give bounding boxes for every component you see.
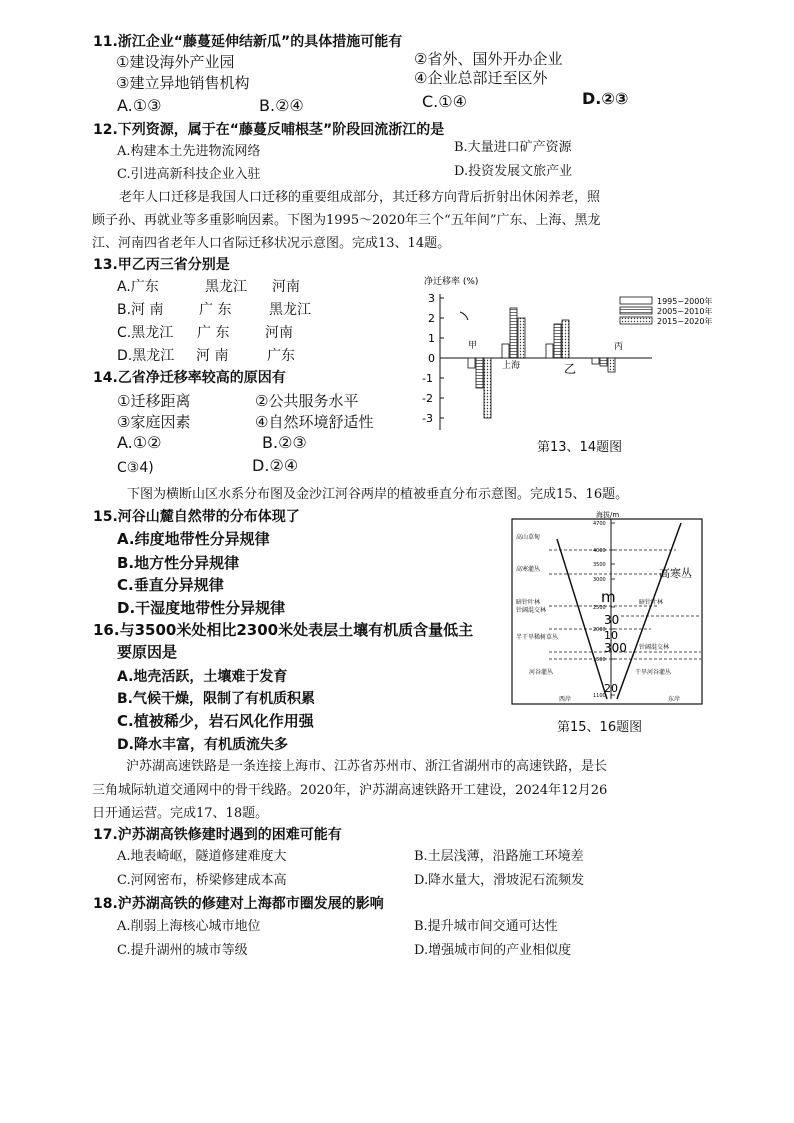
q16-stem-line-2: 要原因是 bbox=[117, 643, 178, 661]
legend-swatch bbox=[620, 297, 652, 304]
q14-option-4: ④自然环境舒适性 bbox=[255, 413, 374, 431]
q14-choice-d[interactable]: D.②④ bbox=[252, 456, 299, 475]
q11-choice-b[interactable]: B.②④ bbox=[259, 96, 304, 115]
bar-3-0 bbox=[592, 358, 599, 364]
q16-stem-line-1: 16.与3500米处相比2300米处表层土壤有机质含量低主 bbox=[93, 621, 474, 639]
q17-stem: 17.沪苏湖高铁修建时遇到的困难可能有 bbox=[93, 827, 342, 843]
q18-choice-d[interactable]: D.增强城市间的产业相似度 bbox=[414, 943, 572, 958]
q14-choice-c[interactable]: C③4) bbox=[117, 460, 154, 476]
alt-label: 海拔/m bbox=[596, 511, 620, 519]
mid-mark-20: 20 bbox=[604, 682, 618, 695]
q13-choice-a[interactable] bbox=[117, 278, 300, 296]
q16-choice-a[interactable]: A.地壳活跃，土壤难于发育 bbox=[117, 669, 288, 685]
vegetation-profile-diagram bbox=[511, 509, 706, 715]
altitude-tick-label: 3500 bbox=[593, 562, 606, 568]
legend-label: 2005~2010年 bbox=[657, 307, 713, 316]
left-zone-1: 高山草甸 bbox=[516, 534, 541, 541]
q15-choice-a[interactable]: A.纬度地带性分异规律 bbox=[117, 530, 270, 548]
altitude-tick-label: 4700 bbox=[593, 521, 606, 527]
bottom-left-label: 西岸 bbox=[559, 696, 572, 703]
mid-mark-300: 300 bbox=[604, 641, 627, 655]
q13-c-2: 广 东 bbox=[197, 325, 230, 341]
bar-1-0 bbox=[502, 344, 509, 358]
legend-swatch bbox=[620, 317, 652, 324]
y-tick-label: 0 bbox=[428, 352, 435, 365]
left-zone-4: 针阔混交林 bbox=[516, 607, 547, 614]
q13-b-3: 黑龙江 bbox=[269, 302, 311, 318]
bar-2-2 bbox=[562, 320, 569, 358]
q11-choice-c[interactable]: C.①④ bbox=[422, 92, 467, 111]
q13-d-1: D.黑龙江 bbox=[117, 348, 175, 364]
left-zone-5: 半干旱稀树草丛 bbox=[516, 634, 559, 641]
chart-ylabel: 净迁移率 (%) bbox=[424, 277, 479, 287]
q18-choice-c[interactable]: C.提升湖州的城市等级 bbox=[117, 943, 248, 958]
intro-13-line-3: 江、河南四省老年人口省际迁移状况示意图。完成13、14题。 bbox=[92, 236, 451, 251]
category-label: 丙 bbox=[614, 342, 624, 352]
bar-1-1 bbox=[510, 308, 517, 358]
q11-option-3: ③建立异地销售机构 bbox=[116, 74, 250, 92]
q13-d-3: 广东 bbox=[267, 348, 295, 364]
category-label: 乙 bbox=[564, 362, 577, 376]
q11-stem: 11.浙江企业“藤蔓延伸结新瓜”的具体措施可能有 bbox=[93, 34, 403, 50]
q15-choice-d[interactable]: D.干湿度地带性分异规律 bbox=[117, 599, 286, 617]
q13-choice-c[interactable] bbox=[117, 324, 293, 342]
chart-caption: 第13、14题图 bbox=[537, 440, 623, 455]
intro-17-line-1: 沪苏湖高速铁路是一条连接上海市、江苏省苏州市、浙江省湖州市的高速铁路，是长 bbox=[126, 759, 608, 774]
q11-option-2: ②省外、国外开办企业 bbox=[414, 50, 563, 68]
q15-choice-b[interactable]: B.地方性分异规律 bbox=[117, 554, 240, 572]
migration-bar-chart bbox=[420, 272, 720, 437]
right-zone-4: 干旱河谷灌丛 bbox=[635, 669, 672, 676]
q13-b-1: B.河 南 bbox=[117, 302, 164, 318]
q12-choice-c[interactable]: C.引进高新科技企业入驻 bbox=[117, 167, 261, 182]
intro-17-line-2: 三角城际轨道交通网中的骨干线路。2020年，沪苏湖高速铁路开工建设，2024年12月26 bbox=[92, 783, 608, 798]
q15-stem: 15.河谷山麓自然带的分布体现了 bbox=[93, 509, 300, 525]
right-zone-1: 高寒丛 bbox=[659, 567, 692, 580]
q18-choice-a[interactable]: A.削弱上海核心城市地位 bbox=[117, 919, 261, 934]
y-tick-label: -2 bbox=[422, 392, 433, 405]
q17-choice-c[interactable]: C.河网密布，桥梁修建成本高 bbox=[117, 873, 287, 888]
q14-choice-b[interactable]: B.②③ bbox=[262, 433, 307, 452]
legend-label: 2015~2020年 bbox=[657, 317, 713, 326]
q14-option-3: ③家庭因素 bbox=[117, 413, 191, 431]
altitude-tick-label: 1100 bbox=[593, 693, 606, 699]
q11-option-1: ①建设海外产业园 bbox=[116, 53, 235, 71]
mid-mark-30: 30 bbox=[604, 613, 620, 627]
bottom-right-label: 东岸 bbox=[668, 696, 681, 703]
bar-2-0 bbox=[546, 344, 553, 358]
legend-swatch bbox=[620, 307, 652, 314]
altitude-tick-label: 1500 bbox=[593, 657, 606, 663]
q16-choice-c[interactable]: C.植被稀少，岩石风化作用强 bbox=[117, 712, 314, 730]
q17-choice-b[interactable]: B.土层浅薄，沿路施工环境差 bbox=[414, 849, 584, 864]
bar-0-0 bbox=[468, 358, 475, 368]
q18-stem: 18.沪苏湖高铁的修建对上海都市圈发展的影响 bbox=[93, 896, 384, 912]
q16-choice-b[interactable]: B.气候干燥，限制了有机质积累 bbox=[117, 691, 315, 707]
altitude-tick-label: 2000 bbox=[593, 627, 606, 633]
q12-choice-b[interactable]: B.大量进口矿产资源 bbox=[454, 140, 572, 155]
bar-2-1 bbox=[554, 324, 561, 358]
q13-stem: 13.甲乙丙三省分别是 bbox=[93, 257, 230, 273]
q14-option-1: ①迁移距离 bbox=[117, 392, 191, 410]
left-zone-2: 高寒灌丛 bbox=[516, 566, 541, 573]
q17-choice-d[interactable]: D.降水量大，滑坡泥石流频发 bbox=[414, 873, 585, 888]
altitude-tick-label: 2500 bbox=[593, 605, 606, 611]
y-tick-label: -1 bbox=[422, 372, 433, 385]
altitude-tick-label: 3000 bbox=[593, 577, 606, 583]
y-tick-label: 3 bbox=[428, 292, 435, 305]
intro-17-line-3: 日开通运营。完成17、18题。 bbox=[92, 806, 269, 821]
q12-choice-d[interactable]: D.投资发展文旅产业 bbox=[454, 164, 573, 179]
bar-1-2 bbox=[518, 318, 525, 358]
bar-3-1 bbox=[600, 358, 607, 366]
q18-choice-b[interactable]: B.提升城市间交通可达性 bbox=[414, 919, 558, 934]
q13-choice-d[interactable] bbox=[117, 347, 295, 365]
q13-d-2: 河 南 bbox=[196, 348, 229, 364]
right-zone-2: 暗针叶林 bbox=[639, 599, 664, 606]
left-zone-6: 河谷灌丛 bbox=[529, 669, 554, 676]
intro-13-line-1: 老年人口迁移是我国人口迁移的重要组成部分，其迁移方向背后折射出休闲养老，照 bbox=[119, 190, 601, 205]
category-label: 甲 bbox=[468, 341, 478, 351]
mid-mark-m: m bbox=[601, 588, 616, 606]
bar-0-2 bbox=[484, 358, 491, 418]
q11-choice-d[interactable]: D.②③ bbox=[582, 89, 629, 108]
bar-3-2 bbox=[608, 358, 615, 372]
q15-choice-c[interactable]: C.垂直分异规律 bbox=[117, 576, 224, 594]
q14-choice-a[interactable]: A.①② bbox=[117, 433, 162, 452]
y-tick-label: -3 bbox=[422, 412, 433, 425]
q12-stem: 12.下列资源，属于在“藤蔓反哺根茎”阶段回流浙江的是 bbox=[93, 122, 445, 138]
chart-annotation-mark bbox=[460, 312, 468, 320]
y-tick-label: 1 bbox=[428, 332, 435, 345]
legend-label: 1995~2000年 bbox=[657, 297, 713, 306]
q13-b-2: 广 东 bbox=[199, 302, 232, 318]
mid-mark-10: 10 bbox=[604, 629, 618, 642]
left-zone-3: 暗针叶林 bbox=[516, 599, 541, 606]
bar-0-1 bbox=[476, 358, 483, 388]
q13-a-3: 河南 bbox=[272, 279, 300, 295]
altitude-tick-label: 4000 bbox=[593, 548, 606, 554]
q14-option-2: ②公共服务水平 bbox=[255, 392, 359, 410]
q11-option-4: ④企业总部迁至区外 bbox=[414, 69, 548, 87]
figure-15-caption: 第15、16题图 bbox=[557, 720, 643, 735]
q16-choice-d[interactable]: D.降水丰富，有机质流失多 bbox=[117, 737, 288, 753]
q13-c-1: C.黑龙江 bbox=[117, 325, 174, 341]
intro-15: 下图为横断山区水系分布图及金沙江河谷两岸的植被垂直分布示意图。完成15、16题。 bbox=[127, 487, 629, 502]
q13-a-2: 黑龙江 bbox=[205, 279, 247, 295]
q17-choice-a[interactable]: A.地表崎岖，隧道修建难度大 bbox=[117, 849, 287, 864]
q11-choice-a[interactable]: A.①③ bbox=[117, 96, 162, 115]
q12-choice-a[interactable]: A.构建本土先进物流网络 bbox=[117, 144, 261, 159]
intro-13-line-2: 顾子孙、再就业等多重影响因素。下图为1995～2020年三个“五年间”广东、上海、黑龙 bbox=[92, 213, 601, 228]
q13-c-3: 河南 bbox=[265, 325, 293, 341]
q13-a-1: A.广东 bbox=[117, 279, 159, 295]
right-zone-3: 针阔混交林 bbox=[639, 644, 670, 651]
q13-choice-b[interactable] bbox=[117, 301, 311, 319]
category-label: 上海 bbox=[502, 361, 521, 371]
y-tick-label: 2 bbox=[428, 312, 435, 325]
q14-stem: 14.乙省净迁移率较高的原因有 bbox=[93, 370, 286, 386]
